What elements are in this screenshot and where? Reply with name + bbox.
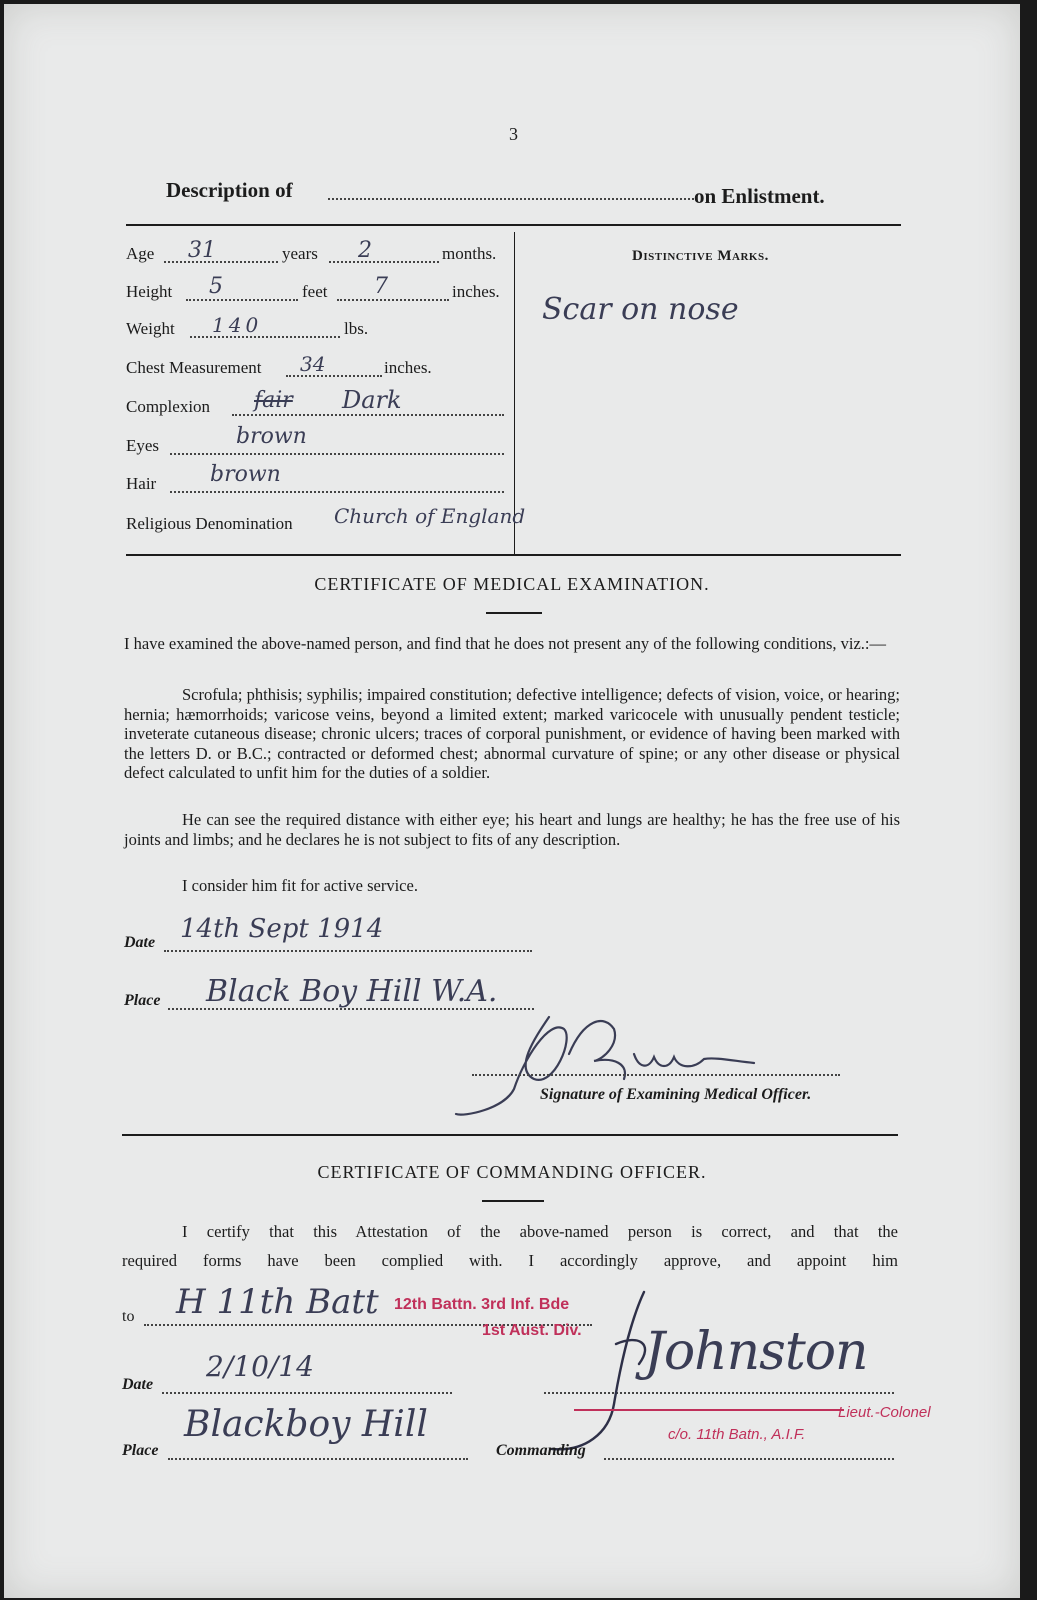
age-label: Age (126, 244, 155, 263)
rank-stamp: Lieut.-Colonel (838, 1404, 931, 1421)
medical-date-value: 14th Sept 1914 (180, 914, 384, 944)
hair-label: Hair (126, 474, 157, 493)
weight-value: 140 (212, 313, 263, 337)
co-signature: Johnston (644, 1322, 868, 1382)
height-inches-line (337, 299, 449, 301)
height-feet-value: 5 (209, 274, 223, 299)
height-feet-line (186, 299, 298, 301)
eyes-line (170, 453, 504, 455)
medical-date-label: Date (124, 934, 156, 951)
complexion-value: Dark (342, 386, 402, 414)
chest-value: 34 (300, 352, 326, 376)
commanding-date-label: Date (122, 1376, 154, 1393)
section-rule (122, 1134, 898, 1136)
table-bottom-rule (126, 554, 901, 556)
description-suffix: on Enlistment. (694, 184, 825, 208)
years-label: years (282, 244, 318, 263)
complexion-struck: fair (254, 388, 293, 413)
chest-label: Chest Measurement (126, 358, 262, 377)
commanding-date-line (162, 1392, 452, 1394)
medical-sight: He can see the required distance with either eye; his heart and lungs are healthy; he has the free use of his joints and limbs; and he declares he is not subject to fits of any description. (124, 810, 900, 849)
to-value: H 11th Batt (176, 1282, 379, 1322)
commanding-place-label: Place (122, 1442, 159, 1459)
chest-unit: inches. (384, 358, 432, 377)
commanding-heading: CERTIFICATE OF COMMANDING OFFICER. (317, 1162, 707, 1182)
age-years-line (164, 261, 278, 263)
eyes-value: brown (236, 424, 307, 449)
description-name-line (328, 198, 694, 200)
to-label: to (122, 1308, 135, 1325)
description-prefix: Description of (166, 178, 293, 202)
unit-stamp: c/o. 11th Batn., A.I.F. (668, 1426, 806, 1443)
height-inches-value: 7 (374, 274, 388, 299)
feet-label: feet (302, 282, 328, 301)
medical-date-line (164, 950, 532, 952)
stamp-rule (574, 1409, 844, 1411)
age-months-value: 2 (358, 238, 372, 263)
religion-value: Church of England (334, 504, 526, 528)
co-signature-flourish (544, 1284, 664, 1464)
page-number: 3 (509, 124, 518, 144)
eyes-label: Eyes (126, 436, 160, 455)
hair-value: brown (210, 462, 281, 487)
height-label: Height (126, 282, 173, 301)
medical-intro: I have examined the above-named person, and find that he does not present any of the following conditions, viz.:— (124, 634, 886, 653)
religion-label: Religious Denomination (126, 514, 293, 533)
unit-stamp-line-1: 12th Battn. 3rd Inf. Bde (394, 1296, 570, 1313)
age-years-value: 31 (188, 238, 216, 263)
complexion-line (232, 414, 504, 416)
commanding-heading-rule (482, 1200, 544, 1202)
commanding-date-value: 2/10/14 (206, 1350, 314, 1383)
weight-label: Weight (126, 319, 175, 338)
months-label: months. (442, 244, 497, 263)
certify-line-2: required forms have been complied with. I accordingly approve, and appoint him (122, 1251, 898, 1270)
certify-line-1: I certify that this Attestation of the above-named person is correct, and that the (182, 1222, 898, 1241)
inches-label: inches. (452, 282, 500, 301)
age-months-line (329, 261, 439, 263)
complexion-label: Complexion (126, 397, 211, 416)
unit-stamp-line-2: 1st Aust. Div. (482, 1322, 582, 1339)
medical-place-label: Place (124, 992, 161, 1009)
commanding-label: Commanding (496, 1442, 586, 1459)
lbs-label: lbs. (344, 319, 369, 338)
distinctive-marks-heading: Distinctive Marks. (632, 248, 769, 264)
medical-conditions: Scrofula; phthisis; syphilis; impaired constitution; defective intelligence; defects of vision, voice, or hearing; hernia; hæmorrhoids; varicose veins, beyond a limited extent; marked varicocele with unusually pendent testicle; inveterate cutaneous disease; chronic ulcers; traces of corporal punishment, or evidence of having been marked with the letters D. or B.C.; contracted or deformed chest; abnormal curvature of spine; or any other disease or physical defect calculated to unfit him for the duties of a soldier. (124, 685, 900, 782)
table-top-rule (126, 224, 901, 226)
medical-heading-rule (486, 612, 542, 614)
medical-signature-label: Signature of Examining Medical Officer. (540, 1086, 812, 1103)
medical-place-value: Black Boy Hill W.A. (206, 974, 498, 1009)
commanding-line (604, 1458, 894, 1460)
commanding-place-value: Blackboy Hill (184, 1404, 428, 1445)
commanding-place-line (168, 1458, 468, 1460)
hair-line (170, 491, 504, 493)
distinctive-marks-value: Scar on nose (542, 292, 739, 327)
medical-heading: CERTIFICATE OF MEDICAL EXAMINATION. (314, 574, 710, 594)
medical-signature-line (472, 1074, 840, 1076)
attestation-page (4, 4, 1020, 1598)
medical-fit: I consider him fit for active service. (182, 876, 418, 895)
